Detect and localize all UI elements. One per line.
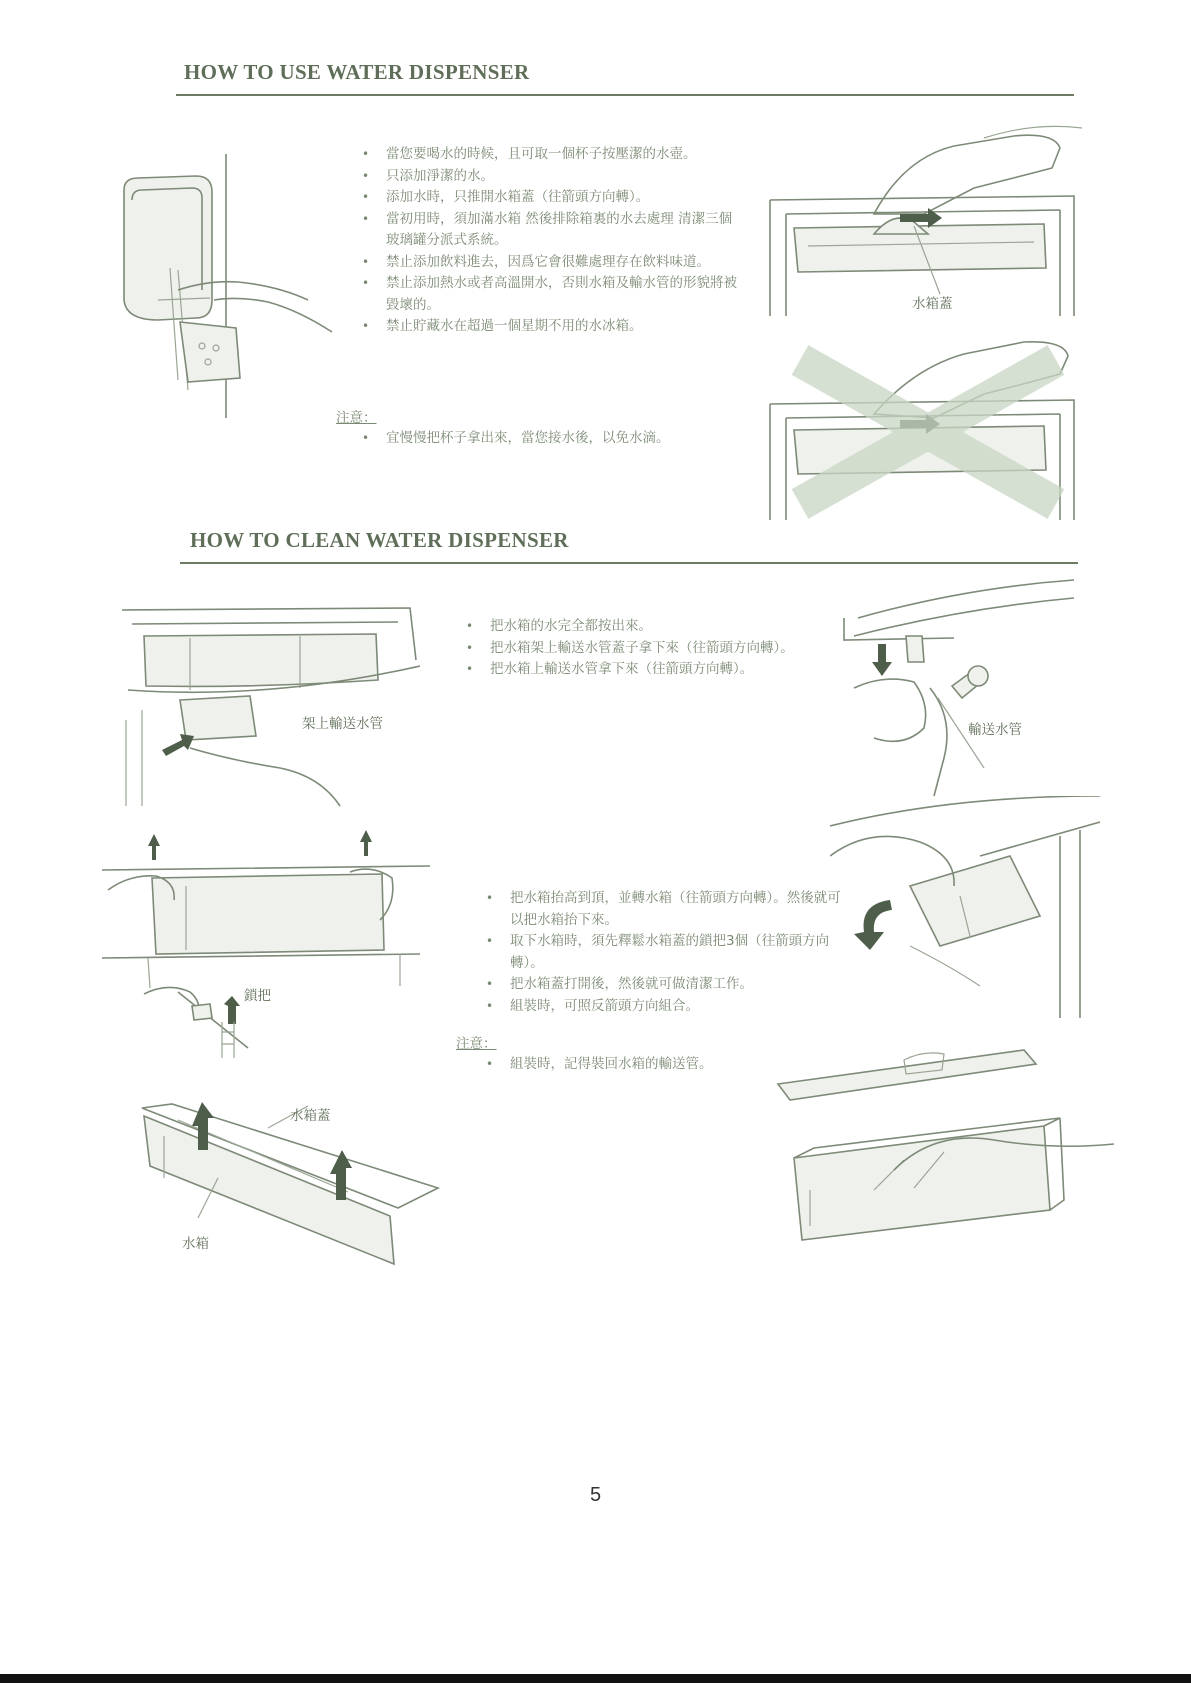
use-instructions-list: [358, 144, 738, 338]
clean-steps-list-2: [482, 888, 842, 1017]
section-rule-clean: [180, 562, 1078, 564]
section-title-use: HOW TO USE WATER DISPENSER: [184, 60, 530, 84]
callout-tube: 輸送水管: [968, 722, 1022, 738]
remove-rack-tube-illustration: [120, 600, 420, 810]
page-number: 5: [589, 1484, 602, 1506]
remove-tube-illustration: [834, 578, 1074, 798]
use-instruction-item: • 只添加淨潔的水。: [358, 166, 738, 188]
clean-step-item: • 組裝時，可照反箭頭方向組合。: [482, 996, 842, 1018]
clean-step-item: • 把水箱抬高到頂，並轉水箱（往箭頭方向轉）。然後就可以把水箱抬下來。: [482, 888, 842, 931]
open-lid-illustration: [774, 1040, 1114, 1260]
clean-step-item: • 把水箱蓋打開後，然後就可做清潔工作。: [482, 974, 842, 996]
clean-step-item: • 取下水箱時，須先釋鬆水箱蓋的鎖把3個（往箭頭方向轉）。: [482, 931, 842, 974]
use-instruction-item: • 添加水時，只推開水箱蓋（往箭頭方向轉）。: [358, 187, 738, 209]
use-note-item: • 宜慢慢把杯子拿出來，當您接水後，以免水滴。: [358, 428, 738, 450]
section-rule-use: [176, 94, 1074, 96]
use-note-label: 注意：: [336, 410, 377, 426]
callout-lid: 水箱蓋: [290, 1108, 331, 1124]
use-instruction-item: • 當您要喝水的時候，且可取一個杯子按壓潔的水壺。: [358, 144, 738, 166]
scan-bottom-edge: [0, 1674, 1191, 1683]
callout-tank-lid-top: 水箱蓋: [912, 296, 953, 312]
callout-lock: 鎖把: [244, 988, 271, 1004]
use-instruction-item: • 禁止貯藏水在超過一個星期不用的水冰箱。: [358, 316, 738, 338]
clean-steps-list-1: [462, 616, 824, 681]
use-instruction-item: • 禁止添加熱水或者高溫開水，否則水箱及輸水管的形貌將被毀壞的。: [358, 273, 738, 316]
use-instruction-item: • 禁止添加飲料進去，因爲它會很難處理存在飲料味道。: [358, 252, 738, 274]
fill-water-illustration: [764, 118, 1084, 318]
callout-tank: 水箱: [182, 1236, 209, 1252]
dispenser-cup-illustration: [118, 150, 338, 420]
lift-tank-illustration: [100, 830, 430, 990]
clean-step-item: • 把水箱架上輸送水管蓋子拿下來（往箭頭方向轉）。: [462, 638, 824, 660]
clean-note-label: 注意：: [456, 1036, 497, 1052]
use-instruction-item: • 當初用時，須加滿水箱 然後排除箱裏的水去處理 清潔三個玻璃罐分派式系統。: [358, 209, 738, 252]
section-title-clean: HOW TO CLEAN WATER DISPENSER: [190, 528, 569, 552]
use-note-list: [358, 428, 738, 450]
wrong-fill-illustration: [764, 334, 1084, 520]
callout-rack-tube: 架上輸送水管: [302, 716, 383, 732]
clean-note-item: • 組裝時，記得裝回水箱的輸送管。: [482, 1054, 842, 1076]
clean-step-item: • 把水箱上輸送水管拿下來（往箭頭方向轉）。: [462, 659, 824, 681]
rotate-tank-illustration: [830, 796, 1100, 1018]
clean-step-item: • 把水箱的水完全都按出來。: [462, 616, 824, 638]
